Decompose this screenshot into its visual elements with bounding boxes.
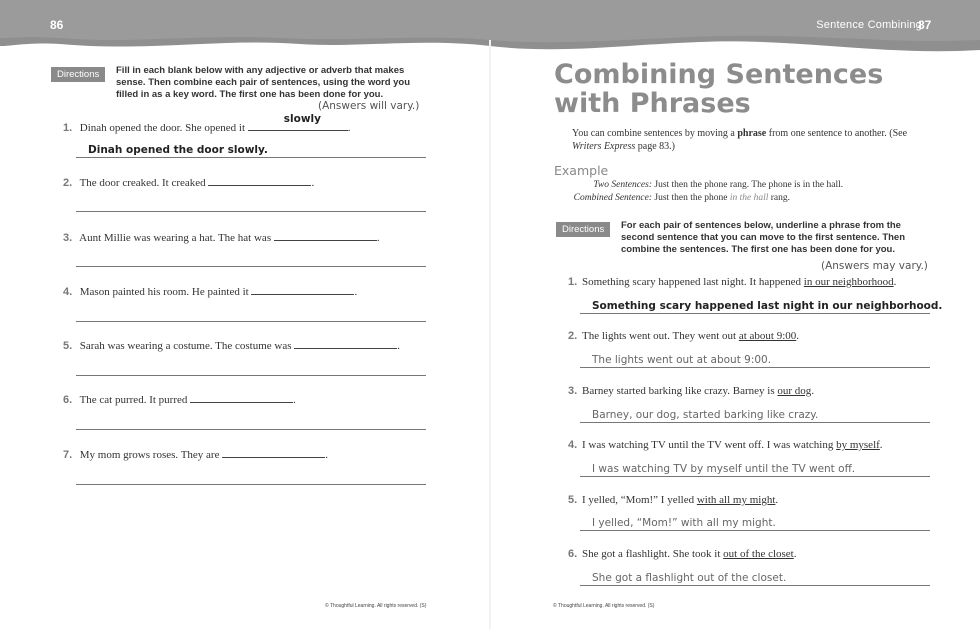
- item-number: 3.: [568, 385, 578, 397]
- item-text: Something scary happened last night. It happened: [582, 276, 804, 288]
- exercise-item-3: [568, 385, 814, 397]
- answer-text: She got a flashlight out of the closet.: [592, 572, 787, 584]
- intro-text: from one sentence to another. (See: [766, 128, 908, 139]
- item-text: I was watching TV until the TV went off. I was watching: [582, 439, 837, 451]
- exercise-item-4: [568, 439, 883, 451]
- answer-line-1[interactable]: [580, 297, 943, 314]
- item-text: The door creaked. It creaked: [79, 177, 206, 189]
- example-combined-sentence: [542, 193, 790, 203]
- item-number: 4.: [568, 439, 578, 451]
- item-text: The cat purred. It purred: [79, 394, 188, 406]
- example-combined-text: [654, 193, 790, 203]
- item-text: Mason painted his room. He painted it: [79, 286, 249, 298]
- intro-keyword: phrase: [737, 128, 767, 139]
- answers-note: (Answers will vary.): [318, 100, 420, 112]
- answer-line-7[interactable]: [76, 468, 426, 485]
- item-number: 3.: [63, 232, 73, 244]
- underlined-phrase[interactable]: in our neighborhood: [803, 276, 894, 288]
- exercise-item-7: 7. My mom grows roses. They are .: [63, 449, 328, 461]
- answer-text: Something scary happened last night in our neighborhood.: [592, 300, 943, 312]
- fill-blank-6[interactable]: [190, 392, 293, 403]
- title-line-1: Combining Sentences: [554, 59, 884, 90]
- answer-line-2[interactable]: [580, 351, 930, 368]
- item-number: 7.: [63, 449, 73, 461]
- exercise-item-2: 2. The door creaked. It creaked .: [63, 177, 315, 189]
- exercise-item-1: 1. Dinah opened the door. She opened it slowly .: [63, 113, 351, 134]
- item-punct: .: [879, 439, 883, 451]
- answers-note: (Answers may vary.): [821, 260, 928, 272]
- answer-text: I yelled, “Mom!” with all my might.: [592, 517, 776, 529]
- exercise-item-1: [568, 276, 896, 288]
- exercise-item-2: [568, 330, 799, 342]
- exercise-item-5: [568, 494, 778, 506]
- example-two-text: Just then the phone rang. The phone is in the hall.: [654, 180, 844, 190]
- combined-before: Just then the phone: [654, 193, 730, 203]
- item-number: 6.: [568, 548, 578, 560]
- underlined-phrase[interactable]: at about 9:00: [738, 330, 797, 342]
- title-line-2: with Phrases: [554, 88, 751, 119]
- answer-line-3[interactable]: [580, 406, 930, 423]
- item-number: 1.: [63, 122, 73, 134]
- intro-text: page 83.): [635, 141, 675, 152]
- directions-tag: Directions: [556, 222, 610, 237]
- exercise-item-6: [568, 548, 797, 560]
- item-text: She got a flashlight. She took it: [582, 548, 724, 560]
- item-text: Aunt Millie was wearing a hat. The hat was: [79, 232, 272, 244]
- fill-blank-7[interactable]: [222, 447, 325, 458]
- answer-text: I was watching TV by myself until the TV went off.: [592, 463, 856, 475]
- item-number: 2.: [568, 330, 578, 342]
- intro-text: You can combine sentences by moving a: [572, 128, 738, 139]
- answer-line-2[interactable]: [76, 195, 426, 212]
- right-footer: © Thoughtful Learning. All rights reserved. (S): [553, 603, 655, 609]
- answer-text: Dinah opened the door slowly.: [88, 144, 268, 156]
- fill-blank-5[interactable]: [294, 338, 397, 349]
- exercise-item-4: 4. Mason painted his room. He painted it .: [63, 286, 358, 298]
- right-page: [490, 0, 980, 629]
- page-title: [554, 60, 883, 118]
- item-text: Dinah opened the door. She opened it: [79, 122, 246, 134]
- answer-line-6[interactable]: [580, 569, 930, 586]
- example-two-sentences: [542, 180, 843, 190]
- answer-line-5[interactable]: [580, 514, 930, 531]
- intro-reference: Writers Express: [572, 141, 636, 152]
- right-page-number: 87: [918, 18, 932, 32]
- directions-tag: Directions: [51, 67, 105, 82]
- answer-text: Barney, our dog, started barking like crazy.: [592, 409, 819, 421]
- directions-text: Fill in each blank below with any adjective or adverb that makes sense. Then combine each pair of sentences, using the word you filled in as a key word. The first one has been done for you.: [116, 65, 411, 100]
- underlined-phrase[interactable]: our dog: [777, 385, 812, 397]
- item-text: Barney started barking like crazy. Barney is: [582, 385, 778, 397]
- blank-answer: slowly: [283, 113, 321, 125]
- section-title: Sentence Combining: [816, 19, 922, 31]
- item-text: Sarah was wearing a costume. The costume was: [79, 340, 292, 352]
- item-punct: .: [796, 330, 800, 342]
- combined-phrase: in the hall: [729, 193, 769, 203]
- underlined-phrase[interactable]: with all my might: [696, 494, 776, 506]
- example-label: Example: [554, 163, 609, 178]
- fill-blank-2[interactable]: [208, 175, 311, 186]
- example-label-combined: Combined Sentence:: [573, 193, 652, 203]
- item-punct: .: [893, 276, 897, 288]
- directions-text: For each pair of sentences below, underline a phrase from the second sentence that you can move to the first sentence. Then combine the sentences. The first one has been done for you.: [621, 220, 906, 255]
- item-number: 4.: [63, 286, 73, 298]
- fill-blank-1[interactable]: [248, 113, 348, 131]
- answer-line-4[interactable]: [580, 460, 930, 477]
- item-text: My mom grows roses. They are: [79, 449, 220, 461]
- exercise-item-3: 3. Aunt Millie was wearing a hat. The hat was .: [63, 232, 380, 244]
- answer-line-3[interactable]: [76, 250, 426, 267]
- answer-line-5[interactable]: [76, 359, 426, 376]
- item-number: 5.: [568, 494, 578, 506]
- answer-line-4[interactable]: [76, 305, 426, 322]
- item-punct: .: [793, 548, 797, 560]
- fill-blank-3[interactable]: [274, 230, 377, 241]
- item-text: The lights went out. They went out: [582, 330, 739, 342]
- item-number: 2.: [63, 177, 73, 189]
- item-punct: .: [775, 494, 779, 506]
- exercise-item-6: 6. The cat purred. It purred .: [63, 394, 296, 406]
- intro-paragraph: [572, 127, 932, 153]
- item-text: I yelled, “Mom!” I yelled: [582, 494, 697, 506]
- combined-after: rang.: [768, 193, 791, 203]
- item-number: 6.: [63, 394, 73, 406]
- underlined-phrase[interactable]: out of the closet: [723, 548, 794, 560]
- left-page-number: 86: [50, 18, 64, 32]
- answer-line-6[interactable]: [76, 413, 426, 430]
- item-punct: .: [811, 385, 815, 397]
- answer-line-1[interactable]: [76, 141, 426, 158]
- left-footer: © Thoughtful Learning. All rights reserved. (S): [325, 603, 427, 609]
- item-number: 1.: [568, 276, 578, 288]
- item-number: 5.: [63, 340, 73, 352]
- fill-blank-4[interactable]: [251, 284, 354, 295]
- example-label-two: Two Sentences:: [593, 180, 652, 190]
- underlined-phrase[interactable]: by myself: [836, 439, 880, 451]
- exercise-item-5: 5. Sarah was wearing a costume. The costume was .: [63, 340, 401, 352]
- answer-text: The lights went out at about 9:00.: [592, 354, 772, 366]
